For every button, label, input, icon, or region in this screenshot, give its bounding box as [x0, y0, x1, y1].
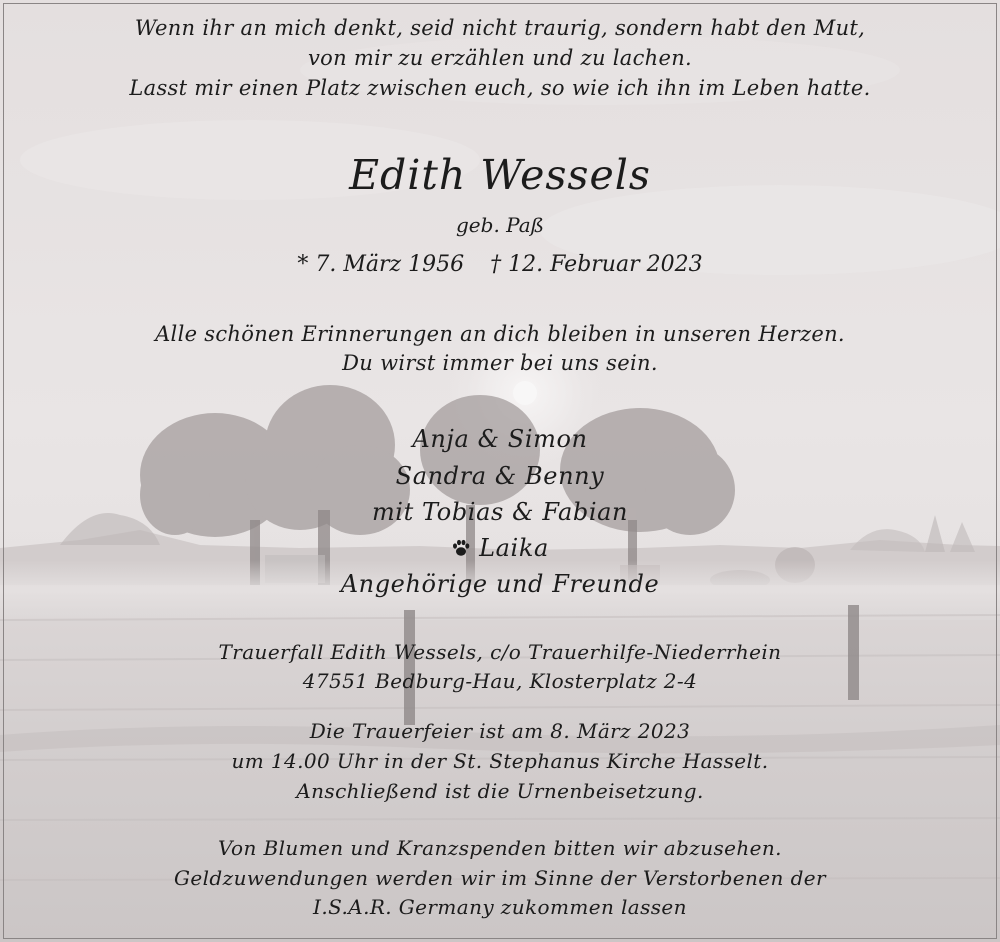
memory-line-2: Du wirst immer bei uns sein. [342, 351, 658, 375]
family-line-1: Anja & Simon [412, 425, 588, 453]
family-line-2: Sandra & Benny [395, 462, 605, 490]
donation-line-2: Geldzuwendungen werden wir im Sinne der Verstorbenen der [174, 866, 826, 890]
poem-line-2: von mir zu erzählen und zu lachen. [307, 46, 693, 70]
address-line-2: 47551 Bedburg-Hau, Klosterplatz 2-4 [302, 669, 698, 693]
memory-line-1: Alle schönen Erinnerungen an dich bleiben in unseren Herzen. [155, 322, 845, 346]
birth-date: * 7. März 1956 [297, 252, 465, 277]
donation-line-3: I.S.A.R. Germany zukommen lassen [313, 895, 687, 919]
paw-print-icon [451, 536, 471, 564]
poem-line-1: Wenn ihr an mich denkt, seid nicht traurig, sondern habt den Mut, [134, 16, 866, 40]
family-line-pet [0, 534, 1000, 564]
life-dates [0, 252, 1000, 277]
pet-name: Laika [479, 534, 549, 562]
address-line-1: Trauerfall Edith Wessels, c/o Trauerhilfe-Niederrhein [218, 640, 782, 664]
family-line-3: mit Tobias & Fabian [371, 498, 629, 526]
death-date: † 12. Februar 2023 [490, 252, 703, 277]
poem-line-3: Lasst mir einen Platz zwischen euch, so wie ich ihn im Leben hatte. [129, 76, 871, 100]
donation-line-1: Von Blumen und Kranzspenden bitten wir abzusehen. [218, 836, 782, 860]
ceremony-line-3: Anschließend ist die Urnenbeisetzung. [296, 779, 704, 803]
ceremony-line-1: Die Trauerfeier ist am 8. März 2023 [309, 719, 691, 743]
ceremony-line-2: um 14.00 Uhr in der St. Stephanus Kirche Hasselt. [231, 749, 769, 773]
deceased-name: Edith Wessels [349, 151, 651, 199]
birth-name: geb. Paß [456, 213, 544, 237]
family-line-5: Angehörige und Freunde [340, 570, 660, 598]
